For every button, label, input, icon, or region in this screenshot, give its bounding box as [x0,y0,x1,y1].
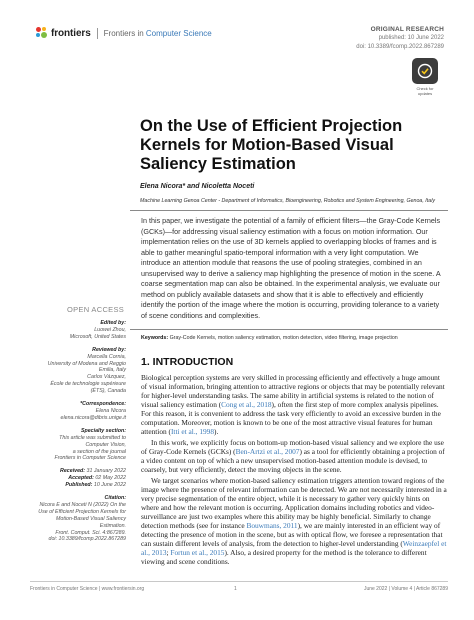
intro-paragraph-1: Biological perception systems are very skilled in processing efficiently and effectively a huge amount of visual information, bringing attention to attractive regions or objects that may be potentially relevant for higher-level understanding tasks. The same ability in artificial systems is related to the notion of visual saliency estimation (Cong et al., 2018), often the first step of more complex analysis pipelines. For this reason, it is convenient to address the task very efficiently to avoid an excessive burden in the computation. Moreover, motion is known to be one of the most attractive visual features for human attention (Itti et al., 1998). [141,373,445,437]
footer-journal[interactable]: Frontiers in Computer Science | www.frontiersin.org [30,586,145,592]
citation-link[interactable]: Weinzaepfel et al., 2013 [141,539,447,558]
abstract-top-rule [130,210,448,211]
reviewed-by: Reviewed by: Marcella Cornia, University of Modena and Reggio Emilia, Italy Carlos Vázquez, École de technologie supérieure (ÉTS), Canada [47,346,126,395]
citation-link[interactable]: Ben-Artzi et al., 2007 [235,447,300,457]
journal-name[interactable]: Frontiers in Computer Science [103,28,212,38]
article-dates: Received: 31 January 2022 Accepted: 02 May 2022 Published: 10 June 2022 [60,468,126,489]
author-affiliation: Machine Learning Genoa Center - Department of Informatics, Bioengineering, Robotics and System Engineering, Genoa, Italy [140,198,436,204]
citation: Citation: Nicora E and Noceti N (2022) On the Use of Efficient Projection Kernels for Motion-Based Visual Saliency Estimation. Front. Comput. Sci. 4:867289. doi: 10.3389/fcomp.2022.867289 [30,495,126,543]
doi-link[interactable]: doi: 10.3389/fcomp.2022.867289 [356,44,444,50]
section-heading: 1. INTRODUCTION [141,356,234,368]
open-access-label: OPEN ACCESS [67,305,125,314]
article-sidebar [30,320,126,549]
article-meta [356,25,444,52]
keywords: Keywords: Gray-Code Kernels, motion saliency estimation, motion detection, video filtering, image projection [141,335,398,341]
citation-link[interactable]: Itti et al., 1998 [170,427,215,437]
intro-paragraph-3: We target scenarios where motion-based saliency estimation triggers attention toward regions of the image where the presence of relevant information can be detected. We are not necessarily interested in a very precise segmentation of the entire object, while it is necessary to gather very quickly hints on where and how the relevant motion is occurring. Application domains including robotics and video-surveillance are just two examples where this ability may be highly beneficial. Similarly to change detection methods (see for instance Bouwmans, 2011), we are mainly interested in an efficient way of detecting the presence of motion in the scene, but as with optical flow, we foresee a representation that can sustain different levels of analysis, from the detection to higher-level understanding (Weinzaepfel et al., 2013; Fortun et al., 2015). Also, a desired property for the method is the tolerance to different viewing and scene conditions. [141,476,447,567]
page-header [0,0,474,56]
correspondence: *Correspondence: Elena Nicora elena.nicora@dibris.unige.it [30,401,126,422]
abstract-bottom-rule [130,329,448,330]
citation-link[interactable]: Cong et al., 2018 [221,400,272,410]
updates-label: Check for updates [416,86,434,96]
intro-paragraph-2: In this work, we explicitly focus on bottom-up motion-based visual saliency and we explore the use of Gray-Code Kernels (GCKs) (Ben-Artzi et al., 2007) as a tool for efficiently obtaining a projection of a video content on top of which a new unsupervised motion-based attention module is devised, to coarsely, but very efficiently, detect the moving objects in the scene. [141,438,445,475]
updates-icon [412,58,438,84]
published-date: published: 10 June 2022 [378,35,444,41]
check-for-updates-button[interactable] [412,58,438,96]
citation-link[interactable]: Bouwmans, 2011 [246,521,298,531]
article-title: On the Use of Efficient Projection Kernels for Motion-Based Visual Saliency Estimation [140,117,403,173]
correspondence-email[interactable]: elena.nicora@dibris.unige.it [60,414,126,421]
page-number: 1 [234,586,237,592]
logo-name: frontiers [51,27,91,39]
abstract-text: In this paper, we investigate the potential of a family of efficient filters—the Gray-Code Kernels (GCKs)—for addressing visual saliency estimation with a focus on motion information. Our implementation relies on the use of 3D kernels applied to overlapping blocks of frames and is able to gather meaningful spatio-temporal information with a very light computation. We introduce an attention module that reasons the use of pooling strategies, combined in an unsupervised way to derive a saliency map highlighting the presence of motion in the scene. A coarse segmentation map can also be obtained. In the experimental analysis, we evaluate our method on publicly available datasets and show that it is able to effectively and efficiently identify the portion of the image where the motion is occurring, providing tolerance to a variety of scene conditions and complexities. [141,216,441,320]
logo-divider [97,28,98,39]
frontiers-logo[interactable] [36,27,212,39]
frontiers-logo-icon [36,27,48,39]
footer-volume: June 2022 | Volume 4 | Article 867289 [363,586,448,592]
edited-by: Edited by: Luowei Zhou, Microsoft, United States [69,320,126,340]
specialty-section: Specialty section: This article was submitted to Computer Vision, a section of the journal Frontiers in Computer Science [54,427,126,462]
citation-doi[interactable]: doi: 10.3389/fcomp.2022.867289 [48,536,126,543]
footer-rule [30,581,448,582]
article-authors[interactable]: Elena Nicora* and Nicoletta Noceti [140,183,255,190]
citation-link[interactable]: Fortun et al., 2015 [170,548,225,558]
article-type: ORIGINAL RESEARCH [370,26,444,33]
